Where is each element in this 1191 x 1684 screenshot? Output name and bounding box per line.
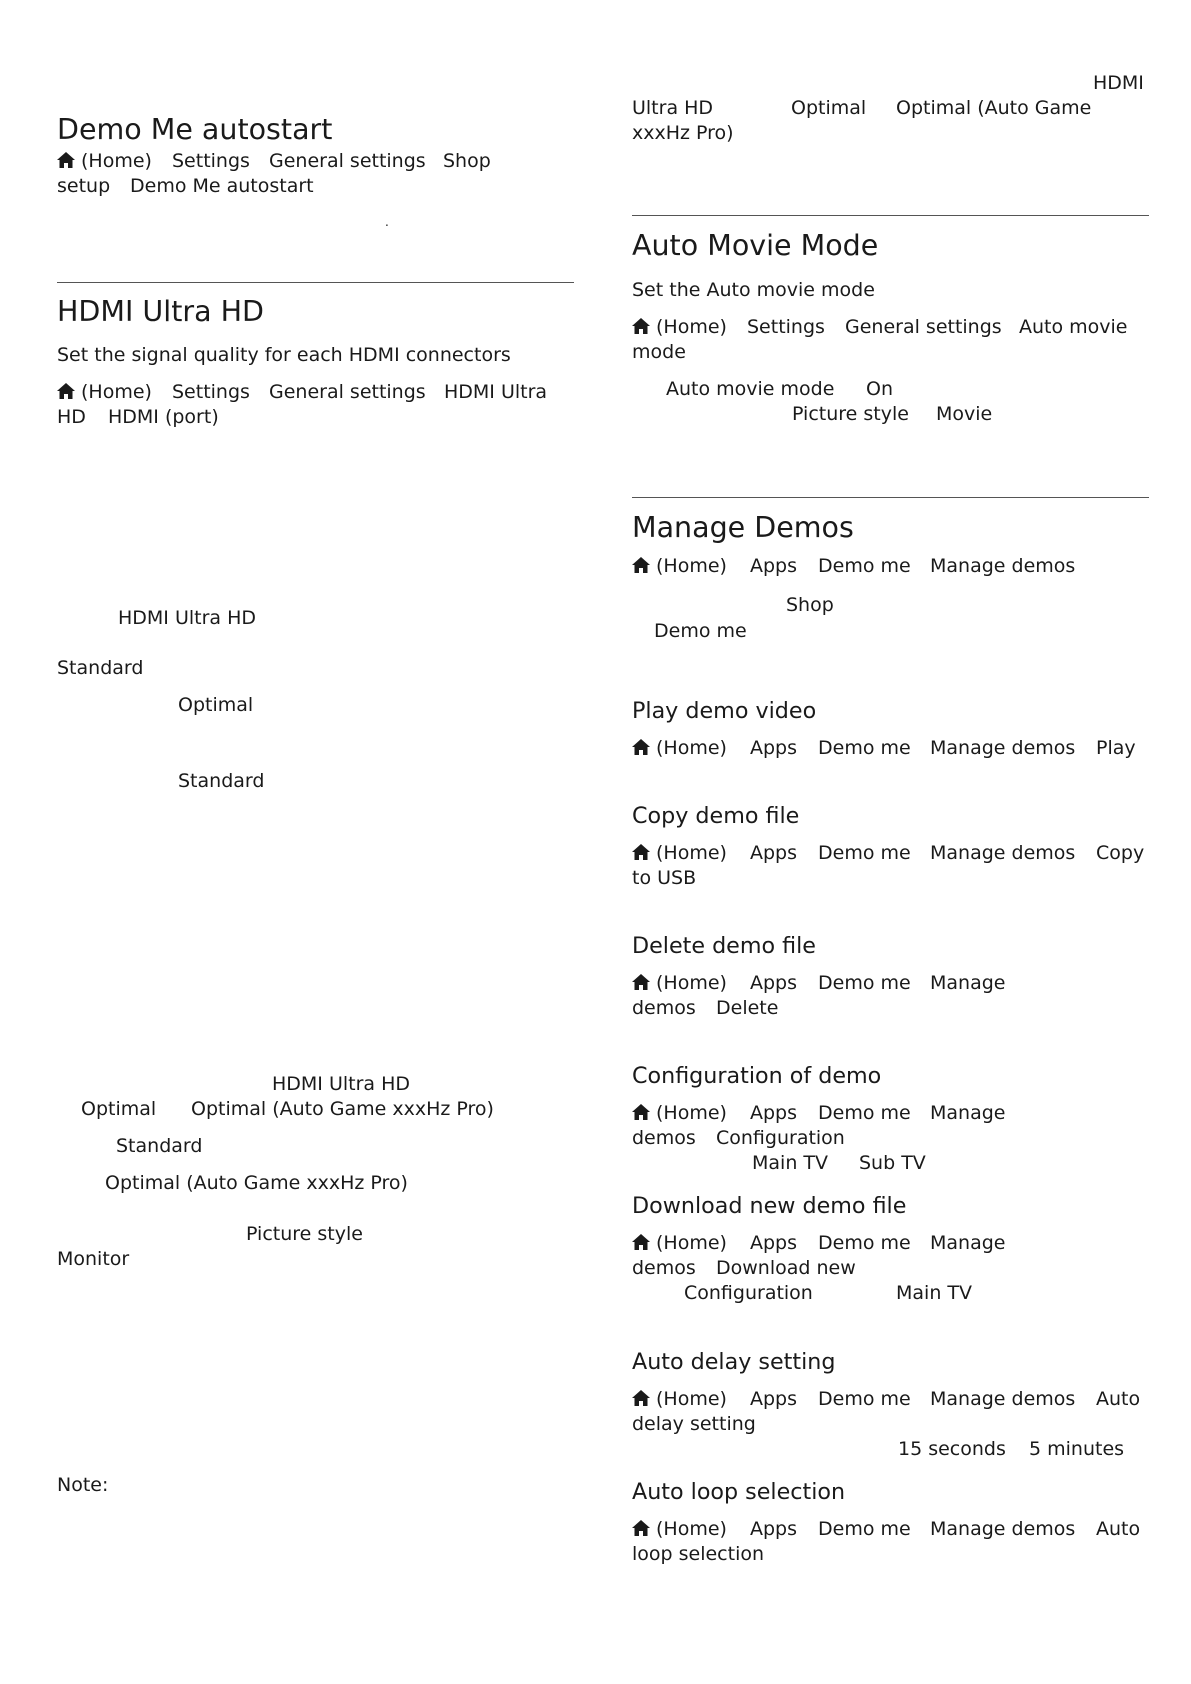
text-fragment: HDMI Ultra HD — [118, 607, 257, 629]
text-fragment: Configuration — [684, 1282, 813, 1304]
text-fragment: Main TV — [752, 1152, 828, 1174]
text-fragment: Ultra HD — [632, 97, 714, 119]
home-icon — [632, 557, 650, 573]
text-fragment: Optimal (Auto Game xxxHz Pro) — [105, 1172, 408, 1194]
breadcrumb-item: Demo me — [818, 555, 911, 577]
breadcrumb-item: Apps — [750, 1102, 798, 1124]
delete-demo-title: Delete demo file — [632, 933, 816, 959]
text-fragment: Optimal (Auto Game — [896, 97, 1092, 119]
copy-demo-title: Copy demo file — [632, 803, 800, 829]
breadcrumb-item: Demo Me autostart — [130, 175, 314, 197]
breadcrumb-item: demos — [632, 1257, 696, 1279]
breadcrumb-home: (Home) — [81, 150, 152, 172]
breadcrumb-item: Settings — [172, 381, 250, 403]
text-fragment: Optimal — [81, 1098, 157, 1120]
home-icon — [632, 1104, 650, 1120]
breadcrumb-home: (Home) — [81, 381, 152, 403]
text-fragment: 15 seconds — [898, 1438, 1006, 1460]
breadcrumb-item: demos — [632, 997, 696, 1019]
text-fragment: xxxHz Pro) — [632, 122, 734, 144]
text-fragment: Monitor — [57, 1248, 130, 1270]
home-icon — [632, 739, 650, 755]
breadcrumb-item: Manage demos — [930, 737, 1076, 759]
breadcrumb-item: Manage demos — [930, 1518, 1076, 1540]
text-fragment: Demo me — [654, 620, 747, 642]
breadcrumb-home: (Home) — [656, 842, 727, 864]
text-fragment: On — [866, 378, 893, 400]
manage-demos-title: Manage Demos — [632, 511, 854, 544]
breadcrumb-item: Apps — [750, 555, 798, 577]
breadcrumb-item: Auto movie — [1019, 316, 1128, 338]
breadcrumb-item: General settings — [845, 316, 1002, 338]
breadcrumb-item: Shop — [443, 150, 491, 172]
text-fragment: 5 minutes — [1029, 1438, 1125, 1460]
breadcrumb-item: Apps — [750, 1518, 798, 1540]
breadcrumb-item: setup — [57, 175, 111, 197]
breadcrumb-item: Configuration — [716, 1127, 845, 1149]
note-label: Note: — [57, 1474, 109, 1496]
breadcrumb-item: Auto — [1096, 1388, 1141, 1410]
breadcrumb-item: Settings — [747, 316, 825, 338]
auto-delay-title: Auto delay setting — [632, 1349, 836, 1375]
breadcrumb-item: Auto — [1096, 1518, 1141, 1540]
text-fragment: Main TV — [896, 1282, 972, 1304]
breadcrumb-home: (Home) — [656, 1102, 727, 1124]
text-fragment: Standard — [116, 1135, 203, 1157]
breadcrumb-item: Manage — [930, 972, 1006, 994]
breadcrumb-item: Copy — [1096, 842, 1145, 864]
text-fragment: Sub TV — [859, 1152, 926, 1174]
text-fragment: Shop — [786, 594, 834, 616]
breadcrumb-item: Demo me — [818, 737, 911, 759]
text-fragment: Optimal — [791, 97, 867, 119]
breadcrumb-home: (Home) — [656, 1518, 727, 1540]
section-divider — [632, 497, 1149, 498]
config-demo-title: Configuration of demo — [632, 1063, 882, 1089]
breadcrumb-home: (Home) — [656, 555, 727, 577]
auto-loop-title: Auto loop selection — [632, 1479, 846, 1505]
home-icon — [57, 383, 75, 399]
breadcrumb-item: HDMI Ultra — [444, 381, 548, 403]
breadcrumb-item: Demo me — [818, 1388, 911, 1410]
breadcrumb-item: Manage demos — [930, 1388, 1076, 1410]
breadcrumb-item: demos — [632, 1127, 696, 1149]
stray-dot: . — [385, 215, 389, 229]
breadcrumb-item: Demo me — [818, 1232, 911, 1254]
download-demo-title: Download new demo file — [632, 1193, 907, 1219]
breadcrumb-item: to USB — [632, 867, 697, 889]
hdmi-ultra-hd-title: HDMI Ultra HD — [57, 295, 265, 328]
breadcrumb-item: Demo me — [818, 972, 911, 994]
breadcrumb-item: Demo me — [818, 1518, 911, 1540]
breadcrumb-home: (Home) — [656, 1232, 727, 1254]
home-icon — [632, 1520, 650, 1536]
hdmi-ultra-hd-subtitle: Set the signal quality for each HDMI connectors — [57, 344, 511, 366]
text-fragment: Optimal (Auto Game xxxHz Pro) — [191, 1098, 494, 1120]
text-fragment: Standard — [57, 657, 144, 679]
breadcrumb-item: Apps — [750, 842, 798, 864]
breadcrumb-item: loop selection — [632, 1543, 765, 1565]
text-fragment: Picture style — [246, 1223, 363, 1245]
breadcrumb-item: Apps — [750, 1388, 798, 1410]
breadcrumb-item: mode — [632, 341, 686, 363]
breadcrumb-item: Manage — [930, 1102, 1006, 1124]
home-icon — [57, 152, 75, 168]
breadcrumb-home: (Home) — [656, 972, 727, 994]
breadcrumb-item: Download new — [716, 1257, 856, 1279]
text-fragment: HDMI — [1093, 72, 1144, 94]
breadcrumb-home: (Home) — [656, 316, 727, 338]
text-fragment: HDMI Ultra HD — [272, 1073, 411, 1095]
home-icon — [632, 1390, 650, 1406]
breadcrumb-item: HD — [57, 406, 86, 428]
demo-autostart-title: Demo Me autostart — [57, 113, 333, 146]
text-fragment: Movie — [936, 403, 993, 425]
home-icon — [632, 844, 650, 860]
home-icon — [632, 1234, 650, 1250]
breadcrumb-item: Manage — [930, 1232, 1006, 1254]
play-demo-title: Play demo video — [632, 698, 817, 724]
text-fragment: Optimal — [178, 694, 254, 716]
breadcrumb-item: Delete — [716, 997, 779, 1019]
text-fragment: Standard — [178, 770, 265, 792]
breadcrumb-item: General settings — [269, 150, 426, 172]
home-icon — [632, 318, 650, 334]
section-divider — [57, 282, 574, 283]
text-fragment: Auto movie mode — [666, 378, 835, 400]
breadcrumb-item: Manage demos — [930, 842, 1076, 864]
breadcrumb-item: Apps — [750, 1232, 798, 1254]
breadcrumb-home: (Home) — [656, 1388, 727, 1410]
breadcrumb-item: HDMI (port) — [108, 406, 219, 428]
breadcrumb-item: delay setting — [632, 1413, 756, 1435]
section-divider — [632, 215, 1149, 216]
home-icon — [632, 974, 650, 990]
breadcrumb-item: Settings — [172, 150, 250, 172]
breadcrumb-item: Demo me — [818, 1102, 911, 1124]
breadcrumb-item: General settings — [269, 381, 426, 403]
breadcrumb-item: Play — [1096, 737, 1136, 759]
breadcrumb-item: Apps — [750, 737, 798, 759]
breadcrumb-item: Demo me — [818, 842, 911, 864]
breadcrumb-home: (Home) — [656, 737, 727, 759]
auto-movie-subtitle: Set the Auto movie mode — [632, 279, 875, 301]
breadcrumb-item: Apps — [750, 972, 798, 994]
text-fragment: Picture style — [792, 403, 909, 425]
breadcrumb-item: Manage demos — [930, 555, 1076, 577]
auto-movie-title: Auto Movie Mode — [632, 229, 879, 262]
